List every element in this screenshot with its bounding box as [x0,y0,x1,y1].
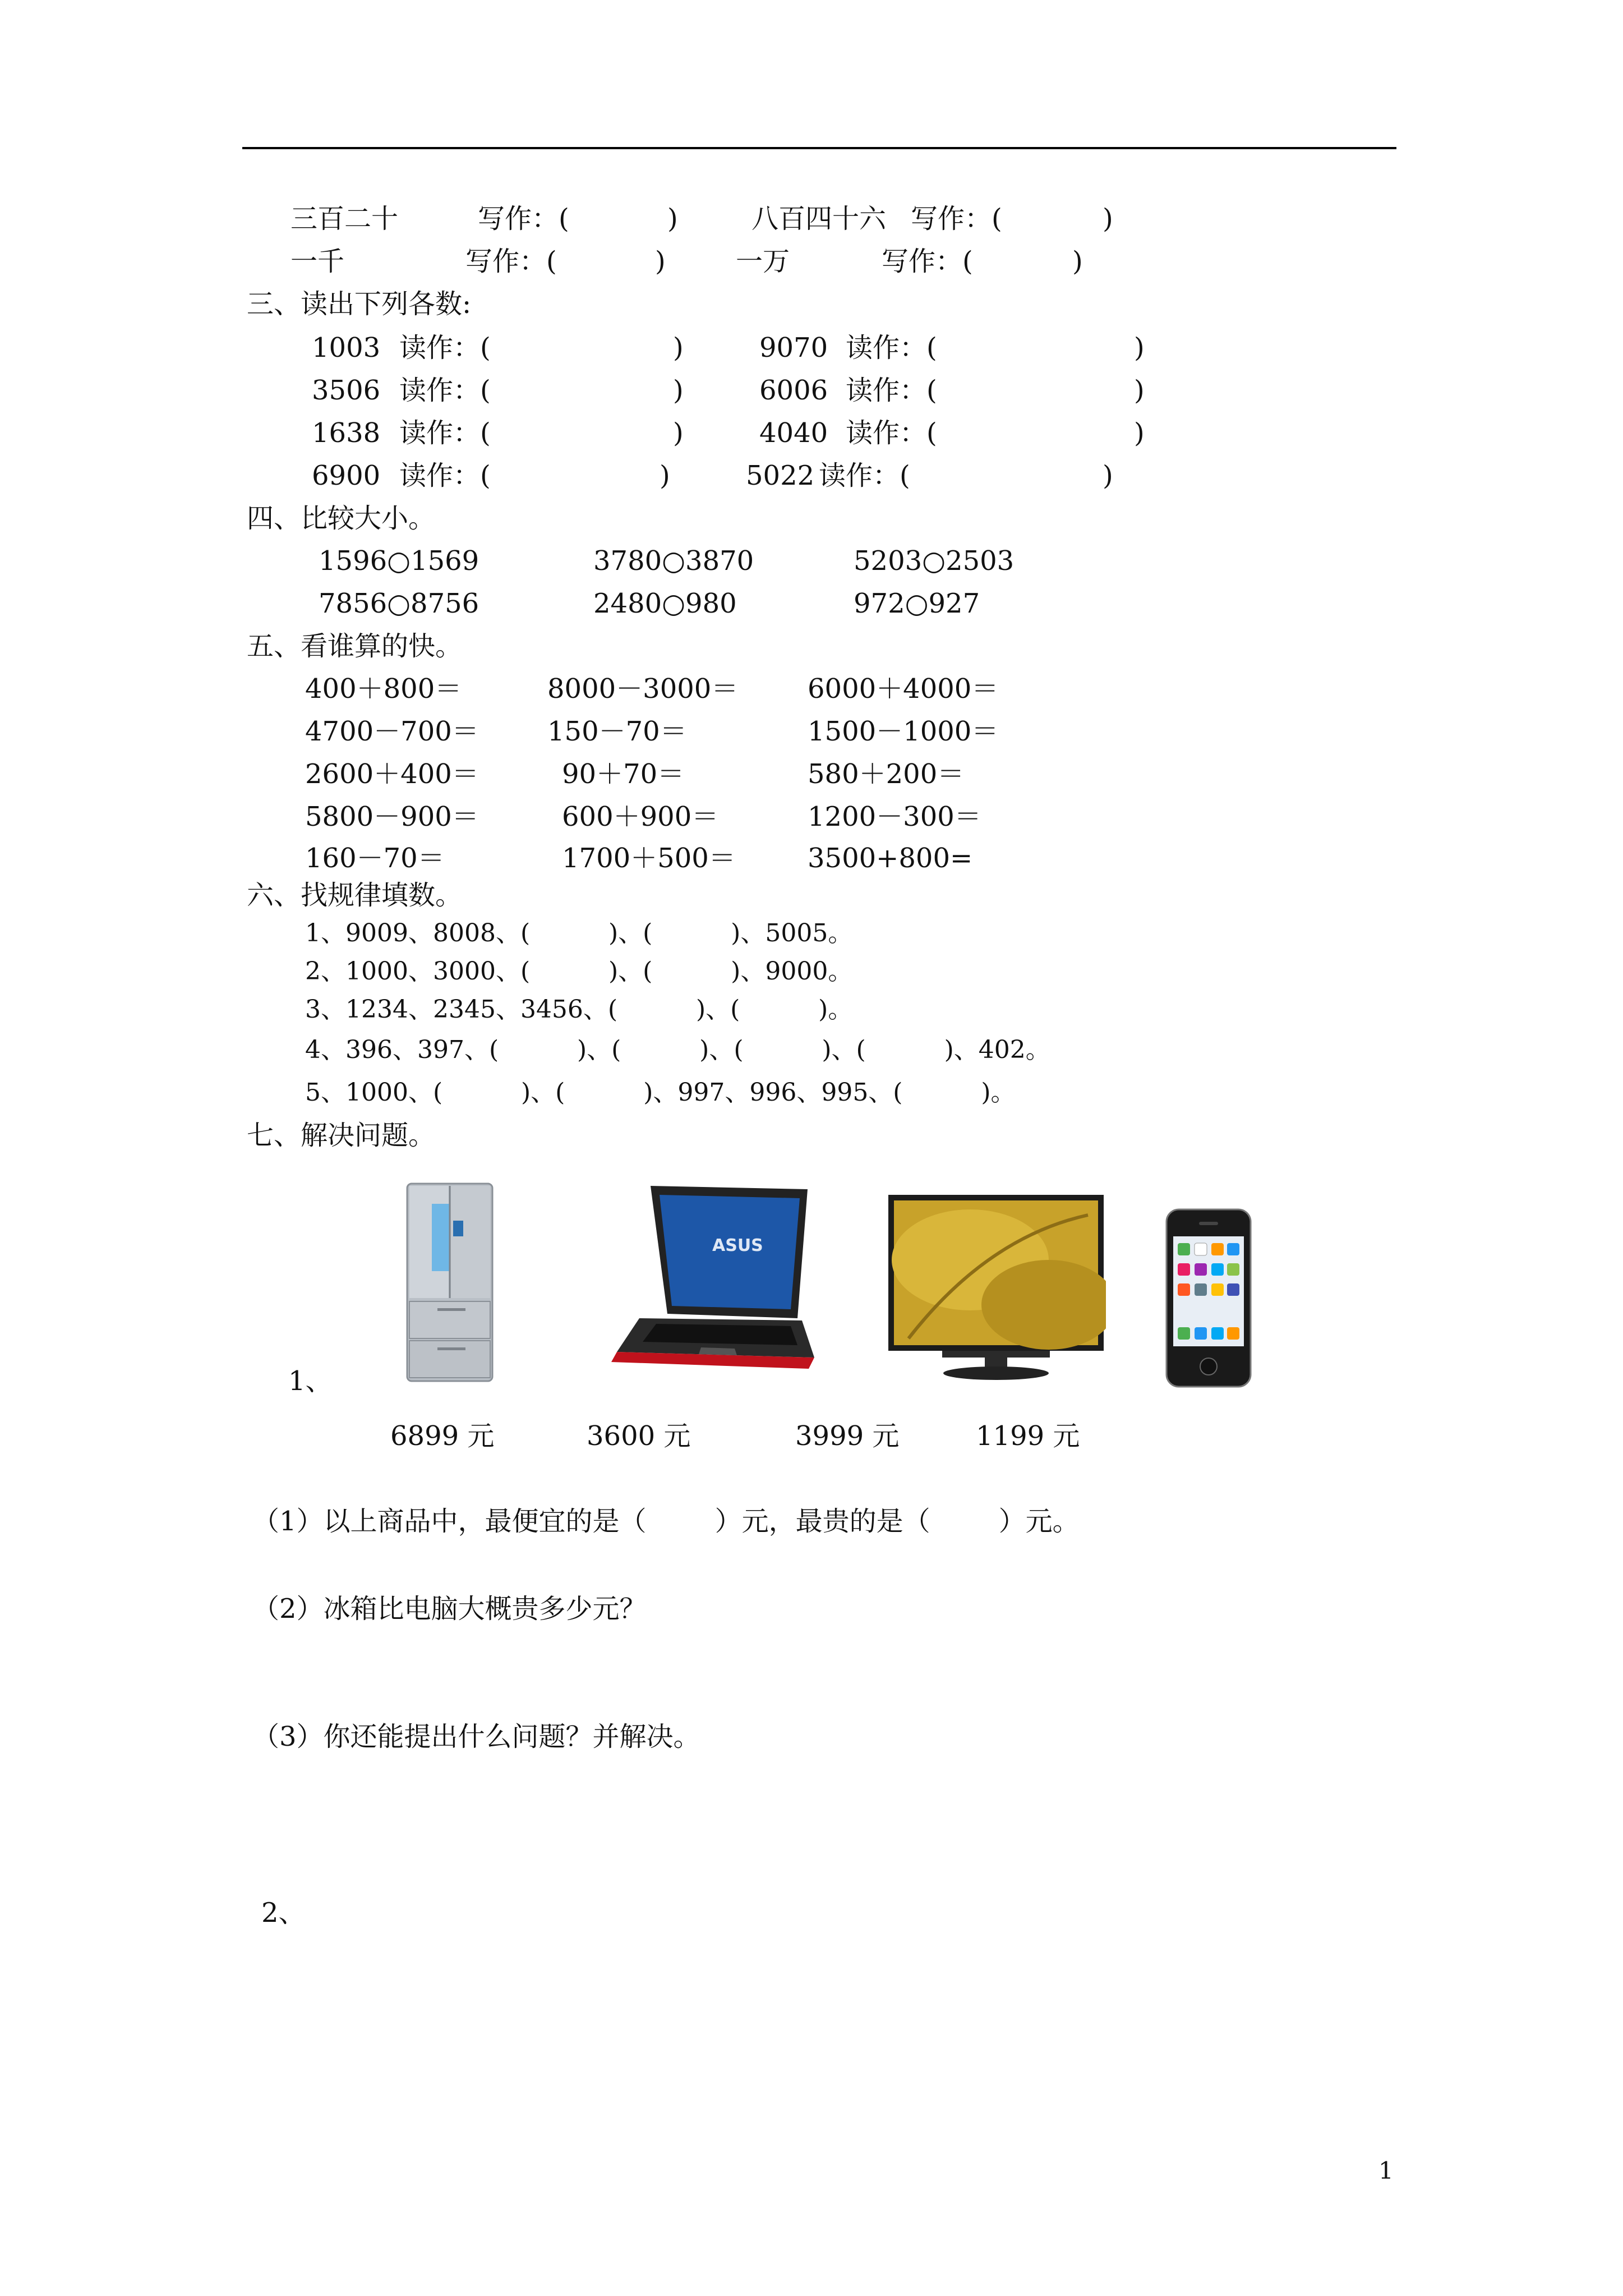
compare-item: 1596○1569 [319,545,479,577]
write-label: 写作：( [911,203,1002,234]
pattern-item-5: 5、1000、( )、( )、997、996、995、( )。 [305,1078,1016,1107]
calc-item: 90＋70＝ [562,758,685,790]
answer-close: ) [1134,417,1145,449]
write-label: 写作：( [478,203,569,234]
number: 6900 [312,460,381,491]
section-title-6: 六、找规律填数。 [247,880,463,911]
section-title-4: 四、比较大小。 [247,503,436,534]
section-title-5: 五、看谁算的快。 [247,631,463,662]
page-number: 1 [1378,2157,1394,2184]
answer-close: ) [1134,375,1145,406]
compare-item: 3780○3870 [593,545,754,577]
number: 1638 [312,417,381,449]
question-1-part-3: （3）你还能提出什么问题？并解决。 [252,1721,700,1752]
calc-item: 150－70＝ [547,716,687,747]
read-label: 读作：( [399,417,491,449]
compare-item: 972○927 [854,588,980,619]
calc-item: 1500－1000＝ [808,716,999,747]
question-2-number: 2、 [261,1897,306,1929]
price-laptop: 3600 元 [587,1420,691,1452]
write-label: 写作：( [882,246,973,277]
question-1-part-2: （2）冰箱比电脑大概贵多少元？ [252,1593,647,1625]
question-1-number: 1、 [288,1365,333,1397]
number-words: 三百二十 [291,203,399,234]
calc-item: 1200－300＝ [808,801,981,832]
answer-close: ) [1103,460,1113,491]
fridge-image [404,1181,499,1387]
number: 9070 [759,332,828,364]
compare-item: 2480○980 [593,588,737,619]
question-1-part-1: （1）以上商品中，最便宜的是（ ）元，最贵的是（ ）元。 [252,1506,1080,1537]
write-label: 写作：( [465,246,557,277]
answer-close: ) [1103,203,1113,234]
calc-item: 5800－900＝ [305,801,479,832]
pattern-item-4: 4、396、397、( )、( )、( )、( )、402。 [305,1036,1050,1064]
calc-item: 4700－700＝ [305,716,479,747]
number-words: 一千 [291,246,345,277]
calc-item: 580＋200＝ [808,758,965,790]
calc-item: 8000－3000＝ [547,673,739,705]
header-rule [242,147,1396,149]
read-label: 读作：( [399,460,491,491]
read-label: 读作：( [846,417,937,449]
calc-item: 2600＋400＝ [305,758,479,790]
answer-close: ) [673,332,684,364]
laptop-brand: ASUS [712,1236,763,1255]
number: 5022 [746,460,815,491]
number: 1003 [312,332,381,364]
tv-image [886,1193,1106,1383]
read-label: 读作：( [846,332,937,364]
laptop-image [600,1184,819,1389]
read-label: 读作：( [399,375,491,406]
calc-item: 1700＋500＝ [562,843,736,874]
price-phone: 1199 元 [976,1420,1080,1452]
number-words: 一万 [736,246,790,277]
answer-close: ) [660,460,670,491]
answer-close: ) [1134,332,1145,364]
read-label: 读作：( [399,332,491,364]
pattern-item-1: 1、9009、8008、( )、( )、5005。 [305,919,853,947]
section-title-7: 七、解决问题。 [247,1120,436,1151]
number-words: 八百四十六 [751,203,887,234]
pattern-item-2: 2、1000、3000、( )、( )、9000。 [305,957,853,986]
calc-item: 600＋900＝ [562,801,719,832]
answer-close: ) [673,417,684,449]
answer-close: ) [673,375,684,406]
price-fridge: 6899 元 [390,1420,495,1452]
number: 6006 [759,375,828,406]
calc-item: 3500+800= [808,843,973,874]
read-label: 读作：( [846,375,937,406]
price-tv: 3999 元 [795,1420,900,1452]
read-label: 读作：( [819,460,910,491]
pattern-item-3: 3、1234、2345、3456、( )、( )。 [305,995,853,1024]
phone-image [1164,1207,1254,1390]
compare-item: 5203○2503 [854,545,1015,577]
calc-item: 160－70＝ [305,843,445,874]
calc-item: 6000＋4000＝ [808,673,999,705]
answer-close: ) [1072,246,1083,277]
number: 3506 [312,375,381,406]
number: 4040 [759,417,828,449]
answer-close: ) [667,203,678,234]
section-title-3: 三、读出下列各数: [247,288,472,320]
calc-item: 400＋800＝ [305,673,462,705]
compare-item: 7856○8756 [319,588,479,619]
answer-close: ) [655,246,666,277]
